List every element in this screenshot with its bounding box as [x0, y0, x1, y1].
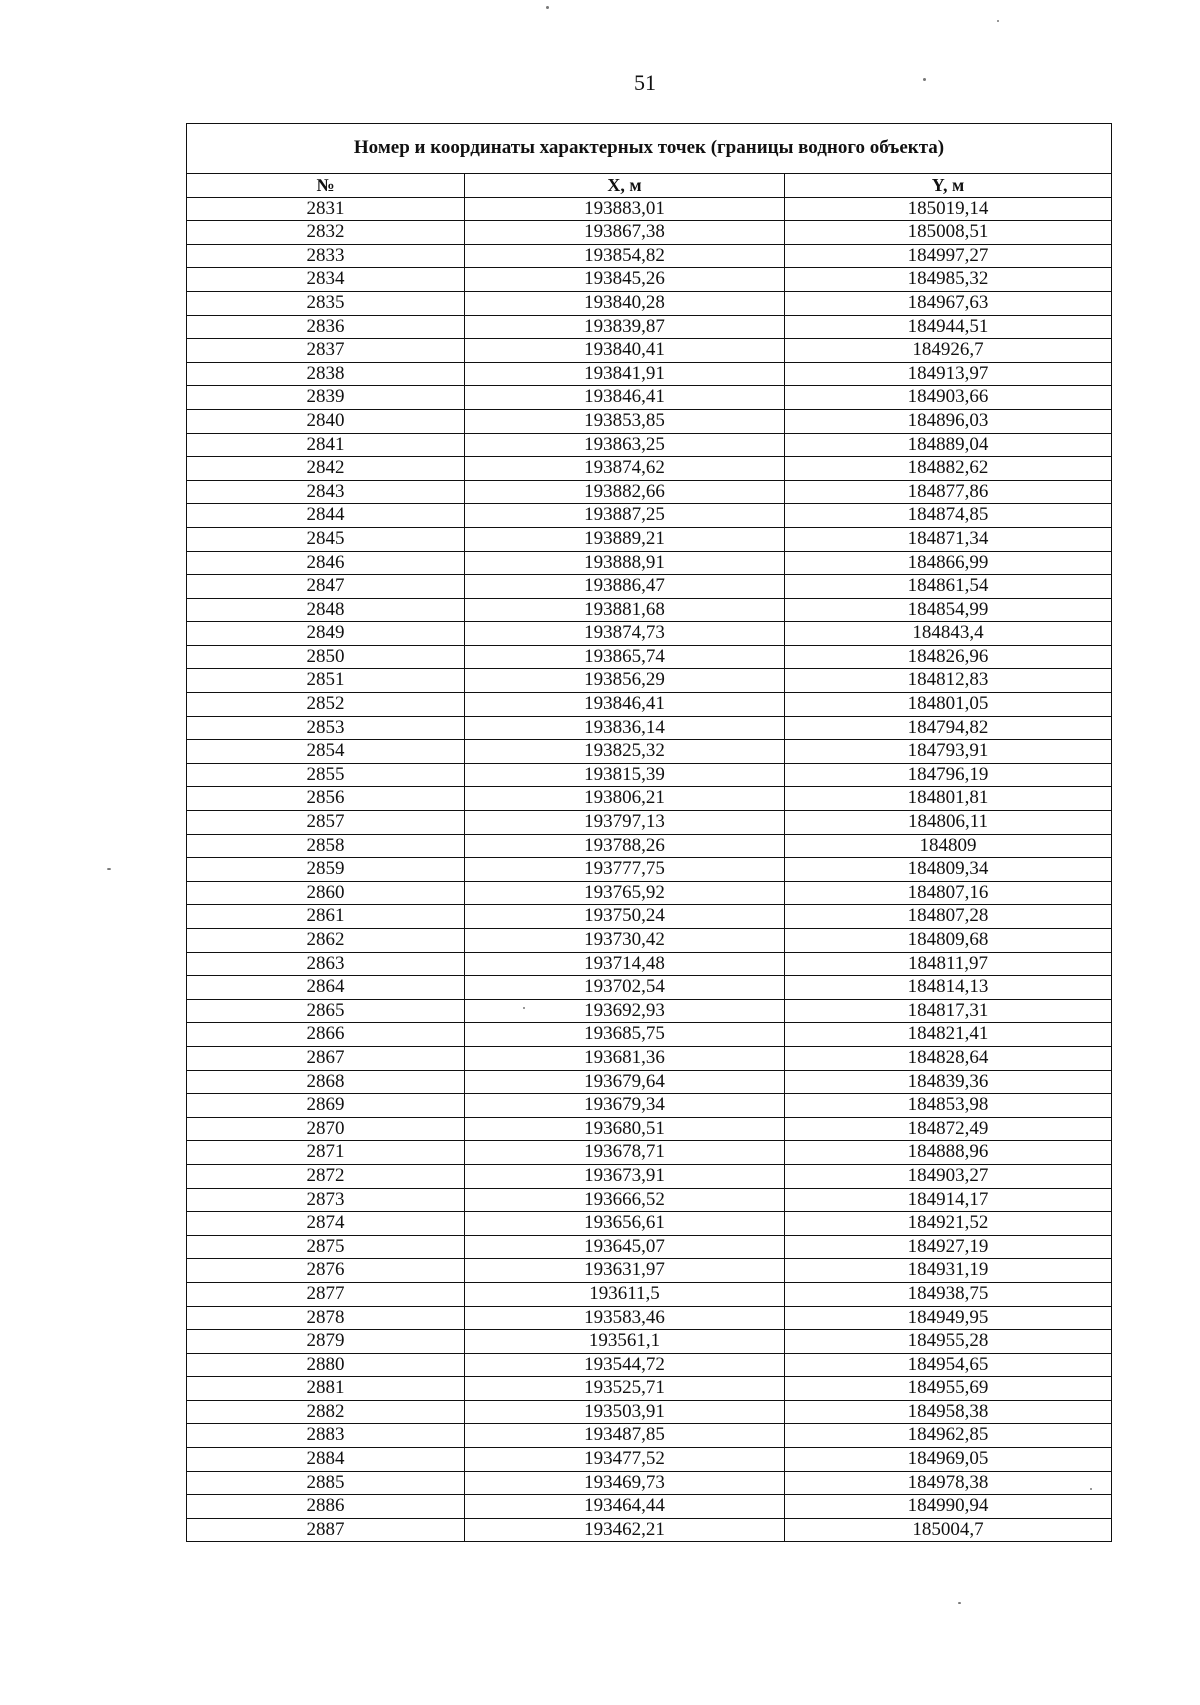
x-coordinate-cell: 193840,41: [465, 339, 785, 363]
y-coordinate-cell: 184955,28: [785, 1330, 1112, 1354]
x-coordinate-cell: 193681,36: [465, 1046, 785, 1070]
y-coordinate-cell: 184927,19: [785, 1235, 1112, 1259]
x-coordinate-cell: 193840,28: [465, 291, 785, 315]
point-number-cell: 2858: [187, 834, 465, 858]
table-row: [187, 1448, 1112, 1472]
point-number-cell: 2861: [187, 905, 465, 929]
table-row: [187, 716, 1112, 740]
x-coordinate-cell: 193544,72: [465, 1353, 785, 1377]
x-coordinate-cell: 193854,82: [465, 244, 785, 268]
x-coordinate-cell: 193679,64: [465, 1070, 785, 1094]
point-number-cell: 2875: [187, 1235, 465, 1259]
table-row: [187, 1046, 1112, 1070]
table-row: [187, 881, 1112, 905]
x-coordinate-cell: 193678,71: [465, 1141, 785, 1165]
y-coordinate-cell: 184874,85: [785, 504, 1112, 528]
x-coordinate-cell: 193685,75: [465, 1023, 785, 1047]
y-coordinate-cell: 184955,69: [785, 1377, 1112, 1401]
point-number-cell: 2841: [187, 433, 465, 457]
y-coordinate-cell: 184967,63: [785, 291, 1112, 315]
table-row: [187, 1518, 1112, 1542]
y-coordinate-cell: 184814,13: [785, 976, 1112, 1000]
point-number-cell: 2870: [187, 1117, 465, 1141]
page-number: 51: [634, 70, 656, 95]
coordinates-table: [186, 123, 1112, 1542]
x-coordinate-cell: 193886,47: [465, 575, 785, 599]
y-coordinate-cell: 184938,75: [785, 1282, 1112, 1306]
x-coordinate-cell: 193839,87: [465, 315, 785, 339]
point-number-cell: 2842: [187, 457, 465, 481]
y-coordinate-cell: 184809,68: [785, 929, 1112, 953]
point-number-cell: 2878: [187, 1306, 465, 1330]
x-coordinate-cell: 193702,54: [465, 976, 785, 1000]
y-coordinate-cell: 184921,52: [785, 1212, 1112, 1236]
y-coordinate-cell: 184888,96: [785, 1141, 1112, 1165]
table-row: [187, 1259, 1112, 1283]
table-row: [187, 598, 1112, 622]
x-coordinate-cell: 193631,97: [465, 1259, 785, 1283]
table-row: [187, 976, 1112, 1000]
x-coordinate-cell: 193611,5: [465, 1282, 785, 1306]
y-coordinate-cell: 185019,14: [785, 197, 1112, 221]
x-coordinate-cell: 193863,25: [465, 433, 785, 457]
point-number-cell: 2832: [187, 221, 465, 245]
point-number-cell: 2885: [187, 1471, 465, 1495]
y-coordinate-cell: 184826,96: [785, 645, 1112, 669]
point-number-cell: 2883: [187, 1424, 465, 1448]
table-row: [187, 693, 1112, 717]
y-coordinate-cell: 184931,19: [785, 1259, 1112, 1283]
y-coordinate-cell: 184861,54: [785, 575, 1112, 599]
y-coordinate-cell: 184817,31: [785, 999, 1112, 1023]
point-number-cell: 2835: [187, 291, 465, 315]
table-row: [187, 244, 1112, 268]
x-coordinate-cell: 193487,85: [465, 1424, 785, 1448]
point-number-cell: 2859: [187, 858, 465, 882]
y-coordinate-cell: 184896,03: [785, 409, 1112, 433]
table-row: [187, 315, 1112, 339]
y-coordinate-cell: 184944,51: [785, 315, 1112, 339]
table-row: [187, 740, 1112, 764]
y-coordinate-cell: 184793,91: [785, 740, 1112, 764]
x-coordinate-cell: 193853,85: [465, 409, 785, 433]
point-number-cell: 2850: [187, 645, 465, 669]
y-coordinate-cell: 184997,27: [785, 244, 1112, 268]
y-coordinate-cell: 184807,16: [785, 881, 1112, 905]
y-coordinate-cell: 184821,41: [785, 1023, 1112, 1047]
y-coordinate-cell: 184866,99: [785, 551, 1112, 575]
point-number-cell: 2833: [187, 244, 465, 268]
table-row: [187, 811, 1112, 835]
point-number-cell: 2887: [187, 1518, 465, 1542]
table-row: [187, 905, 1112, 929]
table-row: [187, 504, 1112, 528]
table-row: [187, 1353, 1112, 1377]
scan-speck: [546, 6, 549, 9]
y-coordinate-cell: 184985,32: [785, 268, 1112, 292]
x-coordinate-cell: 193730,42: [465, 929, 785, 953]
x-coordinate-cell: 193815,39: [465, 763, 785, 787]
point-number-cell: 2855: [187, 763, 465, 787]
point-number-cell: 2882: [187, 1400, 465, 1424]
scan-speck: [958, 1602, 961, 1604]
table-row: [187, 1094, 1112, 1118]
y-coordinate-cell: 185004,7: [785, 1518, 1112, 1542]
point-number-cell: 2857: [187, 811, 465, 835]
y-coordinate-cell: 184954,65: [785, 1353, 1112, 1377]
y-coordinate-cell: 184807,28: [785, 905, 1112, 929]
table-row: [187, 669, 1112, 693]
x-coordinate-cell: 193477,52: [465, 1448, 785, 1472]
table-row: [187, 787, 1112, 811]
x-coordinate-cell: 193856,29: [465, 669, 785, 693]
point-number-cell: 2867: [187, 1046, 465, 1070]
x-coordinate-cell: 193888,91: [465, 551, 785, 575]
header-x: X, м: [465, 174, 785, 198]
x-coordinate-cell: 193797,13: [465, 811, 785, 835]
scan-speck: [923, 78, 926, 81]
table-row: [187, 362, 1112, 386]
table-row: [187, 1377, 1112, 1401]
table-row: [187, 1070, 1112, 1094]
point-number-cell: 2840: [187, 409, 465, 433]
point-number-cell: 2862: [187, 929, 465, 953]
x-coordinate-cell: 193462,21: [465, 1518, 785, 1542]
table-row: [187, 1235, 1112, 1259]
y-coordinate-cell: 184969,05: [785, 1448, 1112, 1472]
table-row: [187, 999, 1112, 1023]
x-coordinate-cell: 193836,14: [465, 716, 785, 740]
table-row: [187, 480, 1112, 504]
y-coordinate-cell: 184806,11: [785, 811, 1112, 835]
point-number-cell: 2839: [187, 386, 465, 410]
x-coordinate-cell: 193679,34: [465, 1094, 785, 1118]
y-coordinate-cell: 184812,83: [785, 669, 1112, 693]
table-row: [187, 1188, 1112, 1212]
point-number-cell: 2852: [187, 693, 465, 717]
table-row: [187, 1212, 1112, 1236]
x-coordinate-cell: 193865,74: [465, 645, 785, 669]
x-coordinate-cell: 193750,24: [465, 905, 785, 929]
table-title: Номер и координаты характерных точек (границы водного объекта): [187, 124, 1112, 174]
y-coordinate-cell: 184839,36: [785, 1070, 1112, 1094]
table-row: [187, 386, 1112, 410]
table-row: [187, 858, 1112, 882]
point-number-cell: 2854: [187, 740, 465, 764]
table-row: [187, 551, 1112, 575]
x-coordinate-cell: 193825,32: [465, 740, 785, 764]
x-coordinate-cell: 193469,73: [465, 1471, 785, 1495]
y-coordinate-cell: 184871,34: [785, 527, 1112, 551]
x-coordinate-cell: 193846,41: [465, 386, 785, 410]
header-number: №: [187, 174, 465, 198]
x-coordinate-cell: 193464,44: [465, 1495, 785, 1519]
point-number-cell: 2836: [187, 315, 465, 339]
y-coordinate-cell: 185008,51: [785, 221, 1112, 245]
y-coordinate-cell: 184978,38: [785, 1471, 1112, 1495]
x-coordinate-cell: 193788,26: [465, 834, 785, 858]
table-row: [187, 268, 1112, 292]
y-coordinate-cell: 184949,95: [785, 1306, 1112, 1330]
y-coordinate-cell: 184809,34: [785, 858, 1112, 882]
point-number-cell: 2868: [187, 1070, 465, 1094]
table-row: [187, 1282, 1112, 1306]
y-coordinate-cell: 184843,4: [785, 622, 1112, 646]
point-number-cell: 2879: [187, 1330, 465, 1354]
point-number-cell: 2884: [187, 1448, 465, 1472]
point-number-cell: 2847: [187, 575, 465, 599]
x-coordinate-cell: 193874,62: [465, 457, 785, 481]
x-coordinate-cell: 193867,38: [465, 221, 785, 245]
point-number-cell: 2838: [187, 362, 465, 386]
table-row: [187, 1164, 1112, 1188]
table-row: [187, 197, 1112, 221]
x-coordinate-cell: 193777,75: [465, 858, 785, 882]
point-number-cell: 2872: [187, 1164, 465, 1188]
point-number-cell: 2860: [187, 881, 465, 905]
y-coordinate-cell: 184958,38: [785, 1400, 1112, 1424]
table-row: [187, 952, 1112, 976]
scan-speck: [107, 868, 111, 870]
x-coordinate-cell: 193673,91: [465, 1164, 785, 1188]
y-coordinate-cell: 184801,05: [785, 693, 1112, 717]
y-coordinate-cell: 184809: [785, 834, 1112, 858]
table-row: [187, 622, 1112, 646]
table-row: [187, 763, 1112, 787]
point-number-cell: 2877: [187, 1282, 465, 1306]
point-number-cell: 2880: [187, 1353, 465, 1377]
table-row: [187, 221, 1112, 245]
x-coordinate-cell: 193645,07: [465, 1235, 785, 1259]
point-number-cell: 2843: [187, 480, 465, 504]
y-coordinate-cell: 184903,66: [785, 386, 1112, 410]
table-row: [187, 645, 1112, 669]
table-row: [187, 1400, 1112, 1424]
x-coordinate-cell: 193503,91: [465, 1400, 785, 1424]
table-row: [187, 1023, 1112, 1047]
point-number-cell: 2863: [187, 952, 465, 976]
point-number-cell: 2865: [187, 999, 465, 1023]
point-number-cell: 2849: [187, 622, 465, 646]
table-row: [187, 575, 1112, 599]
table-row: [187, 339, 1112, 363]
y-coordinate-cell: 184877,86: [785, 480, 1112, 504]
y-coordinate-cell: 184853,98: [785, 1094, 1112, 1118]
point-number-cell: 2834: [187, 268, 465, 292]
x-coordinate-cell: 193680,51: [465, 1117, 785, 1141]
x-coordinate-cell: 193887,25: [465, 504, 785, 528]
table-row: [187, 929, 1112, 953]
table-row: [187, 1424, 1112, 1448]
point-number-cell: 2845: [187, 527, 465, 551]
y-coordinate-cell: 184882,62: [785, 457, 1112, 481]
point-number-cell: 2864: [187, 976, 465, 1000]
y-coordinate-cell: 184914,17: [785, 1188, 1112, 1212]
table-row: [187, 1471, 1112, 1495]
x-coordinate-cell: 193656,61: [465, 1212, 785, 1236]
x-coordinate-cell: 193883,01: [465, 197, 785, 221]
y-coordinate-cell: 184796,19: [785, 763, 1112, 787]
x-coordinate-cell: 193525,71: [465, 1377, 785, 1401]
y-coordinate-cell: 184926,7: [785, 339, 1112, 363]
y-coordinate-cell: 184854,99: [785, 598, 1112, 622]
y-coordinate-cell: 184913,97: [785, 362, 1112, 386]
table-row: [187, 1330, 1112, 1354]
y-coordinate-cell: 184962,85: [785, 1424, 1112, 1448]
y-coordinate-cell: 184872,49: [785, 1117, 1112, 1141]
point-number-cell: 2848: [187, 598, 465, 622]
table-row: [187, 834, 1112, 858]
header-y: Y, м: [785, 174, 1112, 198]
table-row: [187, 1117, 1112, 1141]
point-number-cell: 2881: [187, 1377, 465, 1401]
y-coordinate-cell: 184811,97: [785, 952, 1112, 976]
y-coordinate-cell: 184794,82: [785, 716, 1112, 740]
x-coordinate-cell: 193692,93: [465, 999, 785, 1023]
x-coordinate-cell: 193765,92: [465, 881, 785, 905]
y-coordinate-cell: 184801,81: [785, 787, 1112, 811]
x-coordinate-cell: 193846,41: [465, 693, 785, 717]
point-number-cell: 2886: [187, 1495, 465, 1519]
x-coordinate-cell: 193882,66: [465, 480, 785, 504]
point-number-cell: 2837: [187, 339, 465, 363]
y-coordinate-cell: 184990,94: [785, 1495, 1112, 1519]
table-row: [187, 1495, 1112, 1519]
x-coordinate-cell: 193841,91: [465, 362, 785, 386]
point-number-cell: 2871: [187, 1141, 465, 1165]
x-coordinate-cell: 193806,21: [465, 787, 785, 811]
point-number-cell: 2873: [187, 1188, 465, 1212]
x-coordinate-cell: 193583,46: [465, 1306, 785, 1330]
table-header-row: [187, 174, 1112, 198]
table-row: [187, 457, 1112, 481]
point-number-cell: 2851: [187, 669, 465, 693]
table-row: [187, 433, 1112, 457]
x-coordinate-cell: 193881,68: [465, 598, 785, 622]
x-coordinate-cell: 193889,21: [465, 527, 785, 551]
point-number-cell: 2856: [187, 787, 465, 811]
point-number-cell: 2869: [187, 1094, 465, 1118]
point-number-cell: 2874: [187, 1212, 465, 1236]
table-row: [187, 1141, 1112, 1165]
point-number-cell: 2844: [187, 504, 465, 528]
scan-speck: [997, 20, 999, 22]
y-coordinate-cell: 184828,64: [785, 1046, 1112, 1070]
table-body: [187, 197, 1112, 1542]
table-row: [187, 291, 1112, 315]
x-coordinate-cell: 193666,52: [465, 1188, 785, 1212]
point-number-cell: 2846: [187, 551, 465, 575]
table-row: [187, 1306, 1112, 1330]
table-row: [187, 409, 1112, 433]
point-number-cell: 2853: [187, 716, 465, 740]
point-number-cell: 2866: [187, 1023, 465, 1047]
point-number-cell: 2876: [187, 1259, 465, 1283]
x-coordinate-cell: 193874,73: [465, 622, 785, 646]
x-coordinate-cell: 193561,1: [465, 1330, 785, 1354]
x-coordinate-cell: 193845,26: [465, 268, 785, 292]
table-title-row: [187, 124, 1112, 174]
x-coordinate-cell: 193714,48: [465, 952, 785, 976]
table-row: [187, 527, 1112, 551]
point-number-cell: 2831: [187, 197, 465, 221]
y-coordinate-cell: 184889,04: [785, 433, 1112, 457]
y-coordinate-cell: 184903,27: [785, 1164, 1112, 1188]
